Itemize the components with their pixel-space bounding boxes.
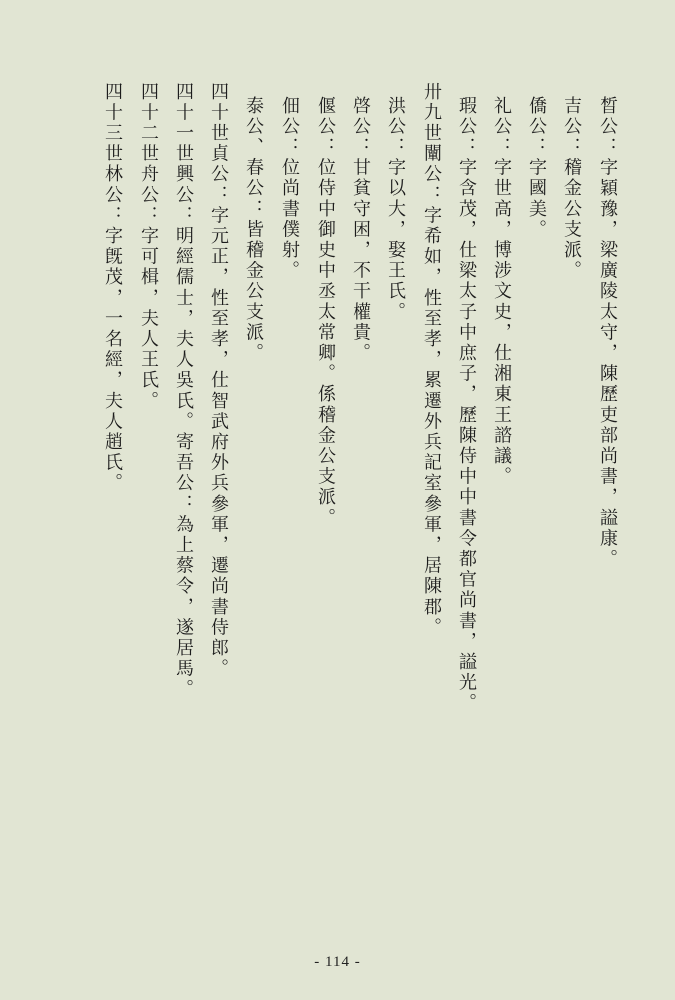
entry-39th-chan: 卅九世闡公：字希如，性至孝，累遷外兵記室參軍，居陳郡。 (421, 82, 442, 639)
entry-hong: 洪公：字以大，娶王氏。 (385, 96, 406, 323)
entry-xi: 晳公：字穎豫，梁廣陵太守，陳歷吏部尚書，謚康。 (597, 96, 618, 570)
page-number: - 114 - (314, 954, 361, 970)
entry-qiao: 僑公：字國美。 (526, 96, 547, 241)
entry-43rd-lin: 四十三世林公：字旣茂，一名經，夫人趙氏。 (102, 82, 123, 494)
entry-40th-zhen: 四十世貞公：字元正，性至孝，仕智武府外兵參軍，遷尚書侍郎。 (208, 82, 229, 680)
entry-41st-xing: 四十一世興公：明經儒士，夫人吳氏。寄吾公：為上蔡令，遂居馬。 (173, 82, 194, 700)
entry-dian: 佃公：位尚書僕射。 (279, 96, 300, 282)
entry-42nd-zhou: 四十二世舟公：字可楫，夫人王氏。 (138, 82, 159, 412)
entry-qi: 啓公：甘貧守困，不干權貴。 (350, 96, 371, 364)
entry-yan: 偃公：位侍中御史中丞太常卿。係稽金公支派。 (315, 96, 336, 529)
entry-tai-chun: 泰公、春公：皆稽金公支派。 (243, 96, 264, 364)
entry-li: 礼公：字世高，博涉文史，仕湘東王諮議。 (491, 96, 512, 488)
entry-xia: 瑕公：字含茂，仕梁太子中庶子，歷陳侍中中書令都官尚書，謚光。 (456, 96, 477, 714)
entry-ji: 吉公：稽金公支派。 (561, 96, 582, 282)
